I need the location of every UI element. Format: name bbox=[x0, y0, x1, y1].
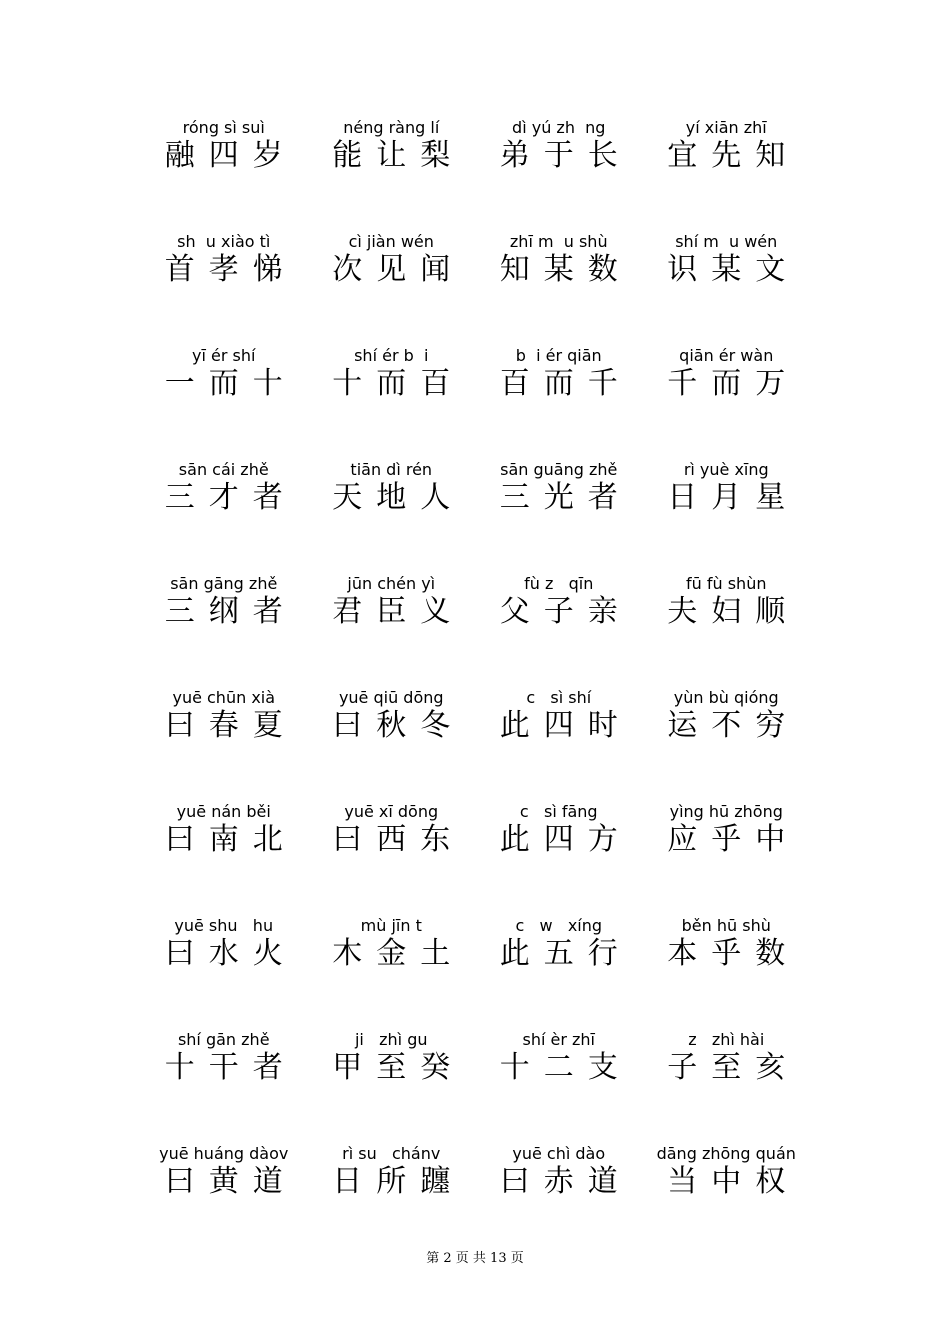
verse-phrase bbox=[643, 916, 811, 1030]
verse-phrase bbox=[308, 346, 476, 460]
verse-phrase bbox=[140, 346, 308, 460]
verse-phrase bbox=[308, 916, 476, 1030]
hanzi-line: 曰春夏 bbox=[164, 708, 297, 743]
verse-row bbox=[140, 118, 810, 232]
verse-phrase bbox=[140, 232, 308, 346]
pinyin-line: yuē shu hu bbox=[174, 916, 274, 935]
verse-phrase bbox=[308, 460, 476, 574]
pinyin-line: fù z qīn bbox=[524, 574, 594, 593]
hanzi-line: 日月星 bbox=[667, 480, 800, 515]
verse-row bbox=[140, 802, 810, 916]
pinyin-line: yùn bù qióng bbox=[673, 688, 779, 707]
verse-phrase bbox=[475, 460, 643, 574]
hanzi-line: 曰西东 bbox=[332, 822, 465, 857]
hanzi-line: 三才者 bbox=[164, 480, 297, 515]
verse-phrase bbox=[308, 688, 476, 802]
hanzi-line: 首孝悌 bbox=[164, 252, 297, 287]
pinyin-line: yí xiān zhī bbox=[685, 118, 767, 137]
pinyin-line: yī ér shí bbox=[192, 346, 256, 365]
verse-phrase bbox=[140, 118, 308, 232]
hanzi-line: 三纲者 bbox=[164, 594, 297, 629]
pinyin-line: yìng hū zhōng bbox=[669, 802, 783, 821]
hanzi-line: 木金土 bbox=[332, 936, 465, 971]
verse-row bbox=[140, 346, 810, 460]
pinyin-line: dì yú zh ng bbox=[512, 118, 606, 137]
verse-phrase bbox=[643, 460, 811, 574]
hanzi-line: 此四时 bbox=[499, 708, 632, 743]
pinyin-line: sān gāng zhě bbox=[170, 574, 278, 593]
hanzi-line: 应乎中 bbox=[667, 822, 800, 857]
hanzi-line: 三光者 bbox=[499, 480, 632, 515]
hanzi-line: 识某文 bbox=[667, 252, 800, 287]
pinyin-line: qiān ér wàn bbox=[679, 346, 774, 365]
hanzi-line: 能让梨 bbox=[332, 138, 465, 173]
pinyin-line: dāng zhōng quán bbox=[656, 1144, 796, 1163]
hanzi-line: 天地人 bbox=[332, 480, 465, 515]
page-footer: 第 2 页 共 13 页 bbox=[426, 1251, 524, 1266]
pinyin-line: zhī m u shù bbox=[509, 232, 608, 251]
verse-phrase bbox=[475, 1030, 643, 1144]
verse-row bbox=[140, 688, 810, 802]
pinyin-line: néng ràng lí bbox=[343, 118, 440, 137]
verse-phrase bbox=[140, 574, 308, 688]
pinyin-line: sān guāng zhě bbox=[500, 460, 618, 479]
pinyin-line: rì su chánv bbox=[342, 1144, 441, 1163]
hanzi-line: 日所躔 bbox=[332, 1164, 465, 1199]
hanzi-line: 一而十 bbox=[164, 366, 297, 401]
hanzi-line: 十干者 bbox=[164, 1050, 297, 1085]
verse-phrase bbox=[140, 802, 308, 916]
hanzi-line: 百而千 bbox=[499, 366, 632, 401]
pinyin-line: c sì shí bbox=[526, 688, 592, 707]
pinyin-line: sān cái zhě bbox=[178, 460, 269, 479]
verse-phrase bbox=[475, 802, 643, 916]
pinyin-line: yuē huáng dàov bbox=[159, 1144, 289, 1163]
pinyin-line: yuē chì dào bbox=[512, 1144, 606, 1163]
verse-row bbox=[140, 1144, 810, 1258]
pinyin-line: tiān dì rén bbox=[350, 460, 433, 479]
hanzi-line: 知某数 bbox=[499, 252, 632, 287]
hanzi-line: 父子亲 bbox=[499, 594, 632, 629]
verse-phrase bbox=[308, 1144, 476, 1258]
pinyin-line: ji zhì gu bbox=[354, 1030, 428, 1049]
verse-phrase bbox=[140, 1144, 308, 1258]
hanzi-line: 运不穷 bbox=[667, 708, 800, 743]
hanzi-line: 融四岁 bbox=[164, 138, 297, 173]
pinyin-line: jūn chén yì bbox=[347, 574, 436, 593]
pinyin-line: běn hū shù bbox=[681, 916, 771, 935]
verse-row bbox=[140, 460, 810, 574]
verse-phrase bbox=[140, 460, 308, 574]
pinyin-line: yuē chūn xià bbox=[172, 688, 276, 707]
verse-phrase bbox=[643, 346, 811, 460]
hanzi-line: 曰秋冬 bbox=[332, 708, 465, 743]
pinyin-line: shí èr zhī bbox=[522, 1030, 595, 1049]
verse-phrase bbox=[643, 118, 811, 232]
verse-phrase bbox=[643, 1144, 811, 1258]
hanzi-line: 此四方 bbox=[499, 822, 632, 857]
verse-phrase bbox=[475, 346, 643, 460]
hanzi-line: 曰黄道 bbox=[164, 1164, 297, 1199]
verse-phrase bbox=[643, 1030, 811, 1144]
pinyin-line: shí m u wén bbox=[675, 232, 778, 251]
verse-phrase bbox=[643, 688, 811, 802]
hanzi-line: 子至亥 bbox=[667, 1050, 800, 1085]
verse-phrase bbox=[475, 688, 643, 802]
verse-row bbox=[140, 916, 810, 1030]
hanzi-line: 甲至癸 bbox=[332, 1050, 465, 1085]
verse-phrase bbox=[308, 118, 476, 232]
hanzi-line: 千而万 bbox=[667, 366, 800, 401]
pinyin-line: yuē xī dōng bbox=[344, 802, 439, 821]
hanzi-line: 夫妇顺 bbox=[667, 594, 800, 629]
pinyin-line: c sì fāng bbox=[519, 802, 598, 821]
hanzi-line: 曰水火 bbox=[164, 936, 297, 971]
pinyin-line: shí ér b i bbox=[354, 346, 429, 365]
hanzi-line: 曰赤道 bbox=[499, 1164, 632, 1199]
verse-row bbox=[140, 232, 810, 346]
pinyin-line: z zhì hài bbox=[688, 1030, 765, 1049]
hanzi-line: 十而百 bbox=[332, 366, 465, 401]
pinyin-line: c w xíng bbox=[515, 916, 603, 935]
pinyin-line: b i ér qiān bbox=[515, 346, 602, 365]
verse-phrase bbox=[140, 1030, 308, 1144]
verse-phrase bbox=[308, 802, 476, 916]
verse-row bbox=[140, 574, 810, 688]
pinyin-line: róng sì suì bbox=[182, 118, 265, 137]
pinyin-line: yuē qiū dōng bbox=[338, 688, 444, 707]
hanzi-line: 宜先知 bbox=[667, 138, 800, 173]
verse-phrase bbox=[475, 916, 643, 1030]
hanzi-line: 此五行 bbox=[499, 936, 632, 971]
pinyin-line: rì yuè xīng bbox=[683, 460, 769, 479]
verse-phrase bbox=[643, 232, 811, 346]
verse-phrase bbox=[643, 802, 811, 916]
pinyin-line: sh u xiào tì bbox=[177, 232, 271, 251]
verse-phrase bbox=[308, 574, 476, 688]
pinyin-line: cì jiàn wén bbox=[348, 232, 434, 251]
hanzi-line: 曰南北 bbox=[164, 822, 297, 857]
pinyin-line: fū fù shùn bbox=[686, 574, 767, 593]
verse-grid bbox=[140, 118, 810, 1258]
verse-phrase bbox=[475, 118, 643, 232]
hanzi-line: 十二支 bbox=[499, 1050, 632, 1085]
hanzi-line: 君臣义 bbox=[332, 594, 465, 629]
verse-phrase bbox=[140, 688, 308, 802]
hanzi-line: 本乎数 bbox=[667, 936, 800, 971]
hanzi-line: 弟于长 bbox=[499, 138, 632, 173]
hanzi-line: 次见闻 bbox=[332, 252, 465, 287]
verse-phrase bbox=[308, 232, 476, 346]
verse-phrase bbox=[475, 1144, 643, 1258]
verse-phrase bbox=[140, 916, 308, 1030]
verse-phrase bbox=[643, 574, 811, 688]
verse-row bbox=[140, 1030, 810, 1144]
hanzi-line: 当中权 bbox=[667, 1164, 800, 1199]
verse-phrase bbox=[475, 232, 643, 346]
pinyin-line: yuē nán běi bbox=[176, 802, 271, 821]
pinyin-line: mù jīn t bbox=[360, 916, 422, 935]
verse-phrase bbox=[475, 574, 643, 688]
verse-phrase bbox=[308, 1030, 476, 1144]
pinyin-line: shí gān zhě bbox=[177, 1030, 270, 1049]
